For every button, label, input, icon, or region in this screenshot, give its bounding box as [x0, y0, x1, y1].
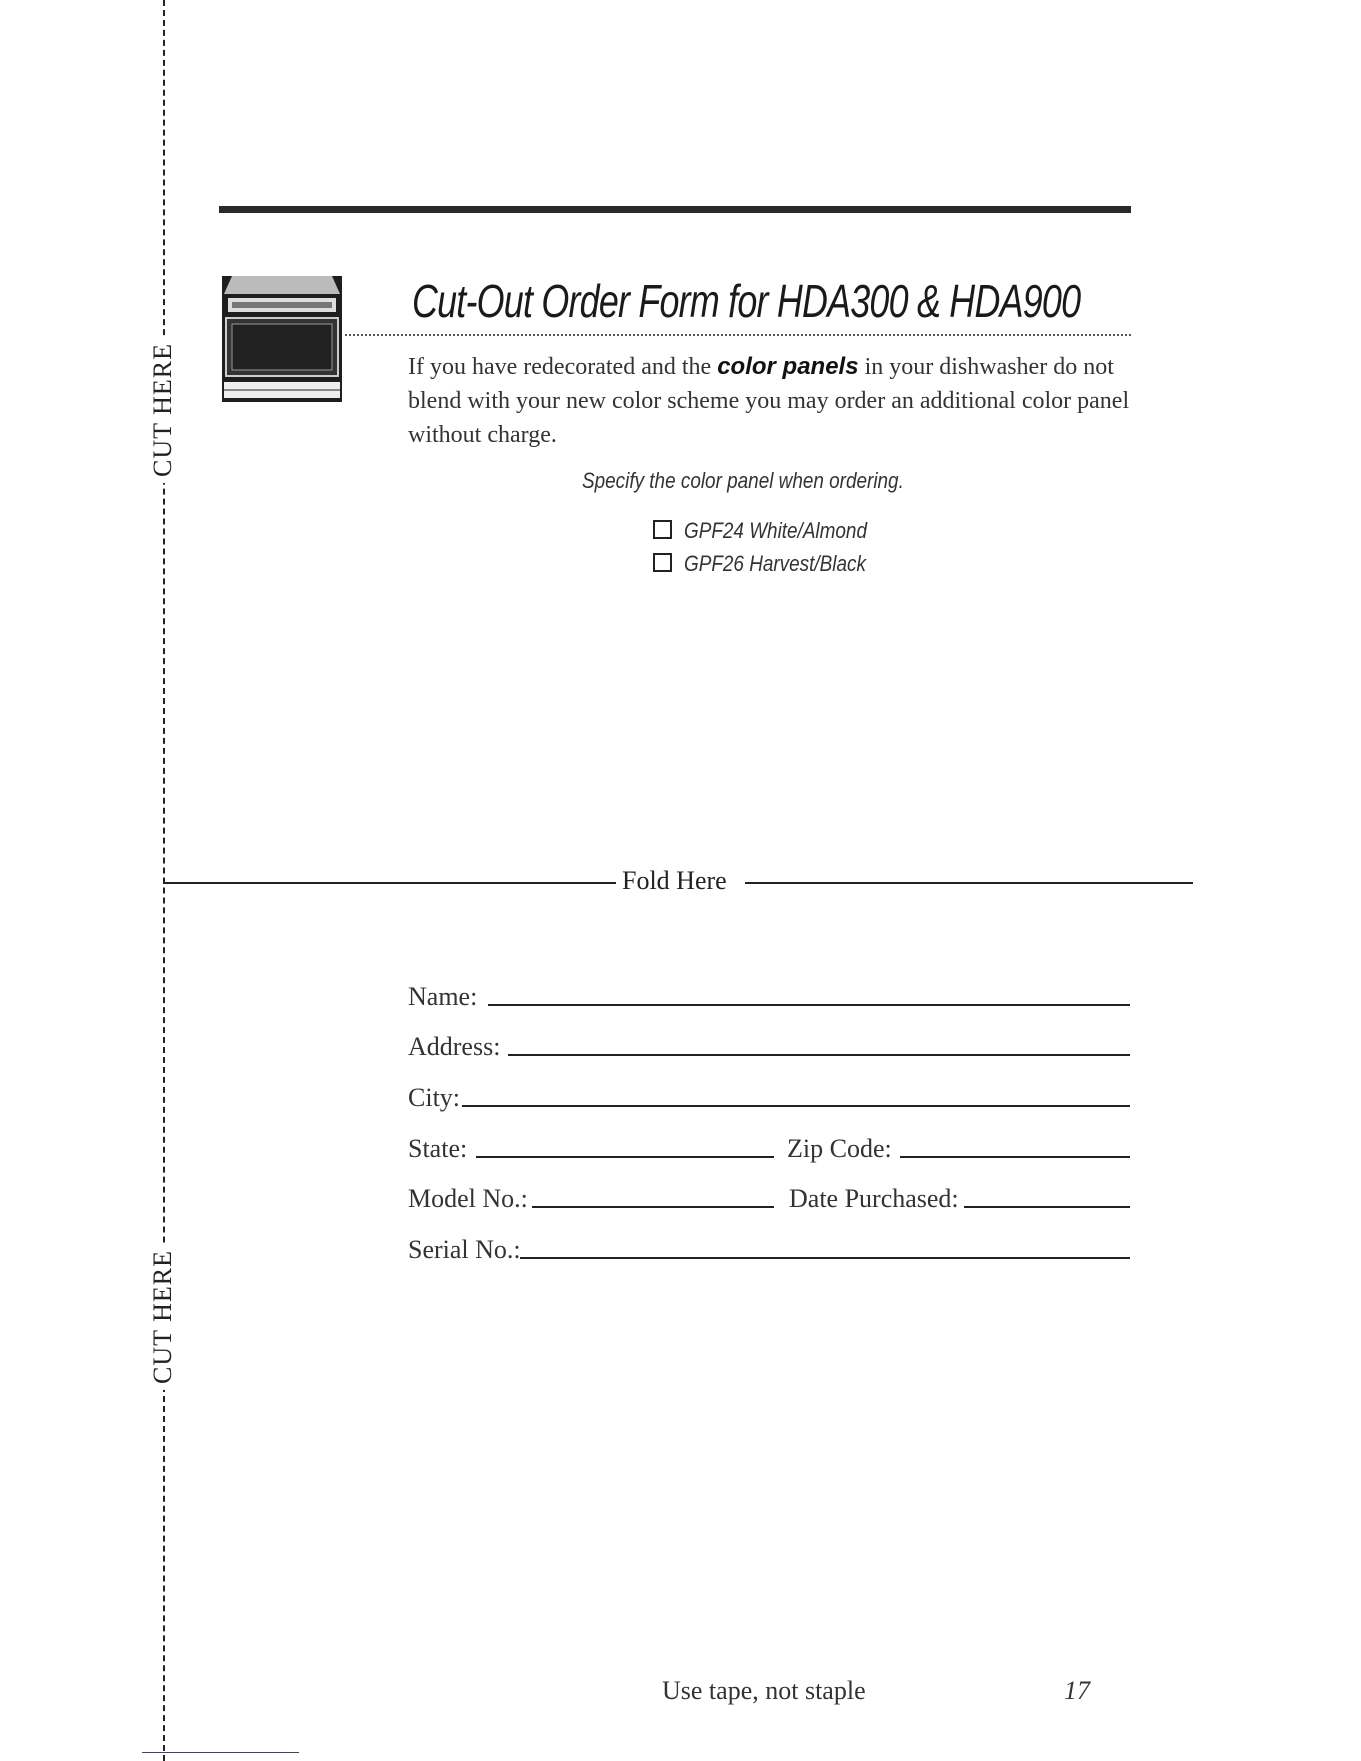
specify-instruction: Specify the color panel when ordering. — [582, 468, 904, 493]
model-number-label: Model No.: — [408, 1184, 528, 1213]
fold-here-label: Fold Here — [622, 866, 727, 895]
zip-code-label: Zip Code: — [787, 1134, 892, 1163]
model-number-field[interactable] — [532, 1206, 774, 1208]
checkbox-gpf26[interactable] — [653, 553, 672, 572]
address-field[interactable] — [508, 1054, 1130, 1056]
address-label: Address: — [408, 1032, 501, 1061]
city-field[interactable] — [462, 1105, 1130, 1107]
state-field[interactable] — [476, 1156, 774, 1158]
intro-text-start: If you have redecorated and the — [408, 354, 718, 380]
intro-paragraph — [408, 350, 1130, 452]
option-gpf24-label: GPF24 White/Almond — [684, 518, 867, 543]
option-gpf26[interactable] — [653, 551, 896, 577]
fold-line-left — [163, 882, 616, 884]
city-label: City: — [408, 1083, 461, 1112]
page-title: Cut-Out Order Form for HDA300 & HDA900 — [412, 275, 1081, 327]
dishwasher-icon — [220, 272, 344, 404]
checkbox-gpf24[interactable] — [653, 520, 672, 539]
title-rule — [345, 334, 1131, 336]
serial-number-field[interactable] — [520, 1257, 1130, 1259]
date-purchased-field[interactable] — [964, 1206, 1130, 1208]
option-gpf26-label: GPF26 Harvest/Black — [684, 551, 866, 576]
zip-code-field[interactable] — [900, 1156, 1130, 1158]
option-gpf24[interactable] — [653, 518, 897, 544]
name-field[interactable] — [488, 1004, 1130, 1006]
page-number: 17 — [1064, 1676, 1090, 1705]
date-purchased-label: Date Purchased: — [789, 1184, 959, 1213]
name-label: Name: — [408, 982, 478, 1011]
cut-line — [163, 0, 165, 1761]
state-label: State: — [408, 1134, 468, 1163]
intro-emphasis: color panels — [717, 353, 859, 380]
serial-number-label: Serial No.: — [408, 1235, 521, 1264]
footer-instruction: Use tape, not staple — [662, 1676, 866, 1705]
intro-text-end: in your dishwasher do not blend with your new color scheme you may order an additional color panel without charge. — [408, 354, 1130, 448]
fold-line-right — [745, 882, 1193, 884]
bottom-rule — [142, 1752, 299, 1753]
top-rule — [219, 206, 1131, 213]
